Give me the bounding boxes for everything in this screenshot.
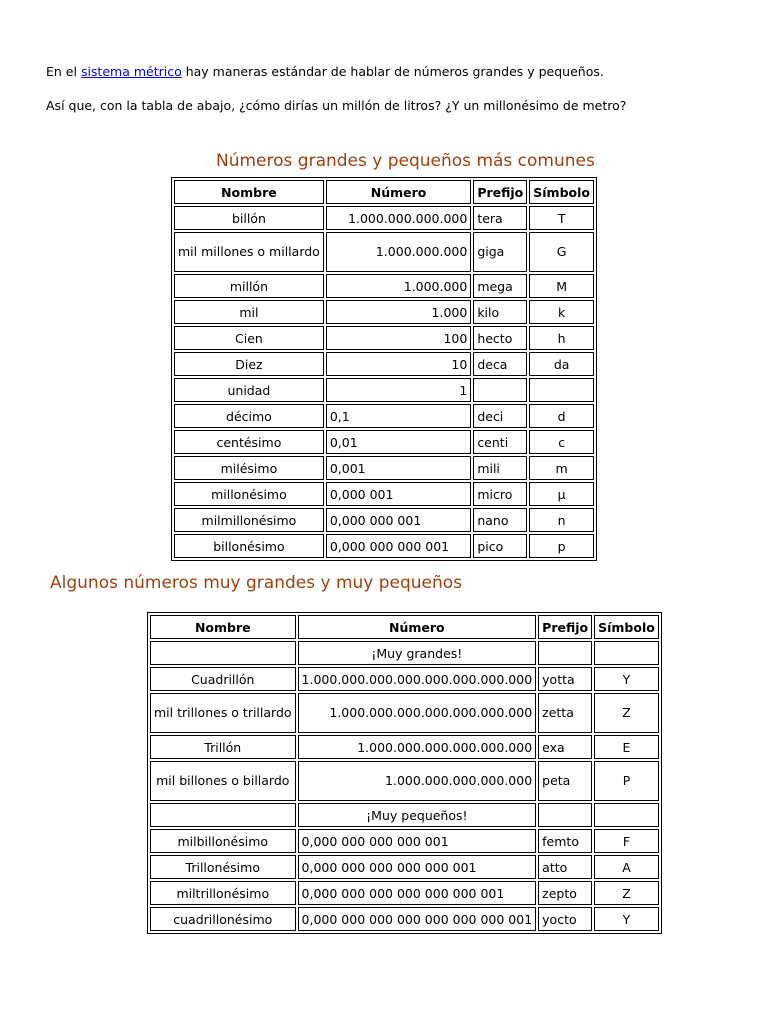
cell-prefijo [538, 641, 592, 665]
table1-body [174, 206, 594, 558]
table1-title: Números grandes y pequeños más comunes [216, 151, 595, 171]
cell-numero: ¡Muy grandes! [298, 641, 537, 665]
cell-numero: 0,01 [326, 430, 471, 454]
cell-numero: 1.000.000.000 [326, 232, 471, 272]
table-row [150, 641, 659, 665]
cell-simbolo: n [529, 508, 594, 532]
cell-prefijo: mili [473, 456, 527, 480]
cell-nombre: billonésimo [174, 534, 324, 558]
cell-numero: 0,000 001 [326, 482, 471, 506]
cell-numero: 1.000.000.000.000.000.000.000.000 [298, 667, 537, 691]
cell-nombre [150, 803, 296, 827]
cell-numero: 0,000 000 000 000 000 001 [298, 855, 537, 879]
cell-prefijo: deca [473, 352, 527, 376]
sistema-metrico-link[interactable]: sistema métrico [80, 64, 182, 79]
cell-nombre: millón [174, 274, 324, 298]
cell-simbolo [594, 641, 659, 665]
cell-nombre: milmillonésimo [174, 508, 324, 532]
cell-prefijo [538, 803, 592, 827]
cell-simbolo: Y [594, 907, 659, 931]
table-row [150, 693, 659, 733]
cell-simbolo: da [529, 352, 594, 376]
cell-simbolo: Z [594, 693, 659, 733]
cell-simbolo: d [529, 404, 594, 428]
table-row [174, 352, 594, 376]
intro-text-after: hay maneras estándar de hablar de números grandes y pequeños. [181, 64, 604, 79]
cell-nombre: Diez [174, 352, 324, 376]
header-prefijo: Prefijo [538, 615, 592, 639]
cell-prefijo: mega [473, 274, 527, 298]
cell-nombre: Cuadrillón [150, 667, 296, 691]
cell-simbolo: Y [594, 667, 659, 691]
cell-prefijo: nano [473, 508, 527, 532]
table-row [150, 907, 659, 931]
table-row [174, 482, 594, 506]
cell-nombre: billón [174, 206, 324, 230]
table-row [174, 274, 594, 298]
cell-numero: 0,001 [326, 456, 471, 480]
cell-nombre: Trillonésimo [150, 855, 296, 879]
cell-prefijo: femto [538, 829, 592, 853]
cell-simbolo: k [529, 300, 594, 324]
cell-numero: 1.000 [326, 300, 471, 324]
cell-simbolo: F [594, 829, 659, 853]
cell-nombre: mil billones o billardo [150, 761, 296, 801]
table-header-row [174, 180, 594, 204]
cell-prefijo: yotta [538, 667, 592, 691]
cell-nombre: milbillonésimo [150, 829, 296, 853]
table-row [150, 803, 659, 827]
intro-line-2: Así que, con la tabla de abajo, ¿cómo dirías un millón de litros? ¿Y un millonésimo de metro? [46, 98, 627, 113]
very-large-small-numbers-table [147, 612, 662, 934]
table-row [174, 378, 594, 402]
cell-nombre: décimo [174, 404, 324, 428]
table2-title: Algunos números muy grandes y muy pequeños [50, 573, 463, 593]
intro-text-before: En el [46, 64, 81, 79]
cell-nombre: cuadrillonésimo [150, 907, 296, 931]
cell-prefijo [473, 378, 527, 402]
cell-numero: 100 [326, 326, 471, 350]
cell-numero: ¡Muy pequeños! [298, 803, 537, 827]
cell-prefijo: peta [538, 761, 592, 801]
cell-simbolo: E [594, 735, 659, 759]
header-numero: Número [326, 180, 471, 204]
table-row [174, 206, 594, 230]
cell-nombre: mil millones o millardo [174, 232, 324, 272]
cell-simbolo [529, 378, 594, 402]
cell-prefijo: zepto [538, 881, 592, 905]
cell-prefijo: exa [538, 735, 592, 759]
cell-nombre: unidad [174, 378, 324, 402]
cell-simbolo: M [529, 274, 594, 298]
header-simbolo: Símbolo [594, 615, 659, 639]
table-row [174, 534, 594, 558]
cell-numero: 1.000.000 [326, 274, 471, 298]
cell-numero: 1.000.000.000.000 [326, 206, 471, 230]
cell-numero: 1 [326, 378, 471, 402]
cell-prefijo: hecto [473, 326, 527, 350]
header-nombre: Nombre [150, 615, 296, 639]
header-prefijo: Prefijo [473, 180, 527, 204]
table-row [174, 404, 594, 428]
header-numero: Número [298, 615, 537, 639]
intro-line-1 [46, 64, 604, 80]
cell-numero: 0,000 000 000 000 000 000 001 [298, 881, 537, 905]
table-row [174, 508, 594, 532]
cell-prefijo: tera [473, 206, 527, 230]
cell-nombre: Trillón [150, 735, 296, 759]
table-row [150, 667, 659, 691]
table-row [150, 761, 659, 801]
cell-prefijo: pico [473, 534, 527, 558]
cell-numero: 0,000 000 001 [326, 508, 471, 532]
cell-prefijo: zetta [538, 693, 592, 733]
cell-simbolo: G [529, 232, 594, 272]
table-row [150, 735, 659, 759]
cell-prefijo: giga [473, 232, 527, 272]
header-nombre: Nombre [174, 180, 324, 204]
cell-numero: 1.000.000.000.000.000 [298, 761, 537, 801]
cell-nombre: mil trillones o trillardo [150, 693, 296, 733]
cell-nombre: miltrillonésimo [150, 881, 296, 905]
cell-numero: 0,1 [326, 404, 471, 428]
cell-nombre: centésimo [174, 430, 324, 454]
table-row [150, 855, 659, 879]
cell-simbolo: µ [529, 482, 594, 506]
cell-simbolo: m [529, 456, 594, 480]
table2-body [150, 641, 659, 931]
cell-numero: 0,000 000 000 000 000 000 000 001 [298, 907, 537, 931]
table-row [174, 430, 594, 454]
table-row [174, 326, 594, 350]
table-row [174, 232, 594, 272]
cell-numero: 0,000 000 000 001 [326, 534, 471, 558]
cell-simbolo: h [529, 326, 594, 350]
cell-simbolo: Z [594, 881, 659, 905]
cell-nombre: mil [174, 300, 324, 324]
cell-simbolo: p [529, 534, 594, 558]
cell-nombre [150, 641, 296, 665]
cell-nombre: milésimo [174, 456, 324, 480]
cell-simbolo: A [594, 855, 659, 879]
cell-simbolo: T [529, 206, 594, 230]
cell-prefijo: deci [473, 404, 527, 428]
table-row [150, 829, 659, 853]
cell-nombre: millonésimo [174, 482, 324, 506]
cell-numero: 1.000.000.000.000.000.000 [298, 735, 537, 759]
cell-prefijo: atto [538, 855, 592, 879]
cell-numero: 0,000 000 000 000 001 [298, 829, 537, 853]
header-simbolo: Símbolo [529, 180, 594, 204]
table-row [174, 300, 594, 324]
cell-simbolo [594, 803, 659, 827]
cell-numero: 10 [326, 352, 471, 376]
table-row [174, 456, 594, 480]
cell-simbolo: c [529, 430, 594, 454]
cell-prefijo: kilo [473, 300, 527, 324]
cell-prefijo: yocto [538, 907, 592, 931]
cell-prefijo: centi [473, 430, 527, 454]
cell-nombre: Cien [174, 326, 324, 350]
cell-simbolo: P [594, 761, 659, 801]
common-numbers-table [171, 177, 597, 561]
table-header-row [150, 615, 659, 639]
cell-prefijo: micro [473, 482, 527, 506]
table-row [150, 881, 659, 905]
cell-numero: 1.000.000.000.000.000.000.000 [298, 693, 537, 733]
